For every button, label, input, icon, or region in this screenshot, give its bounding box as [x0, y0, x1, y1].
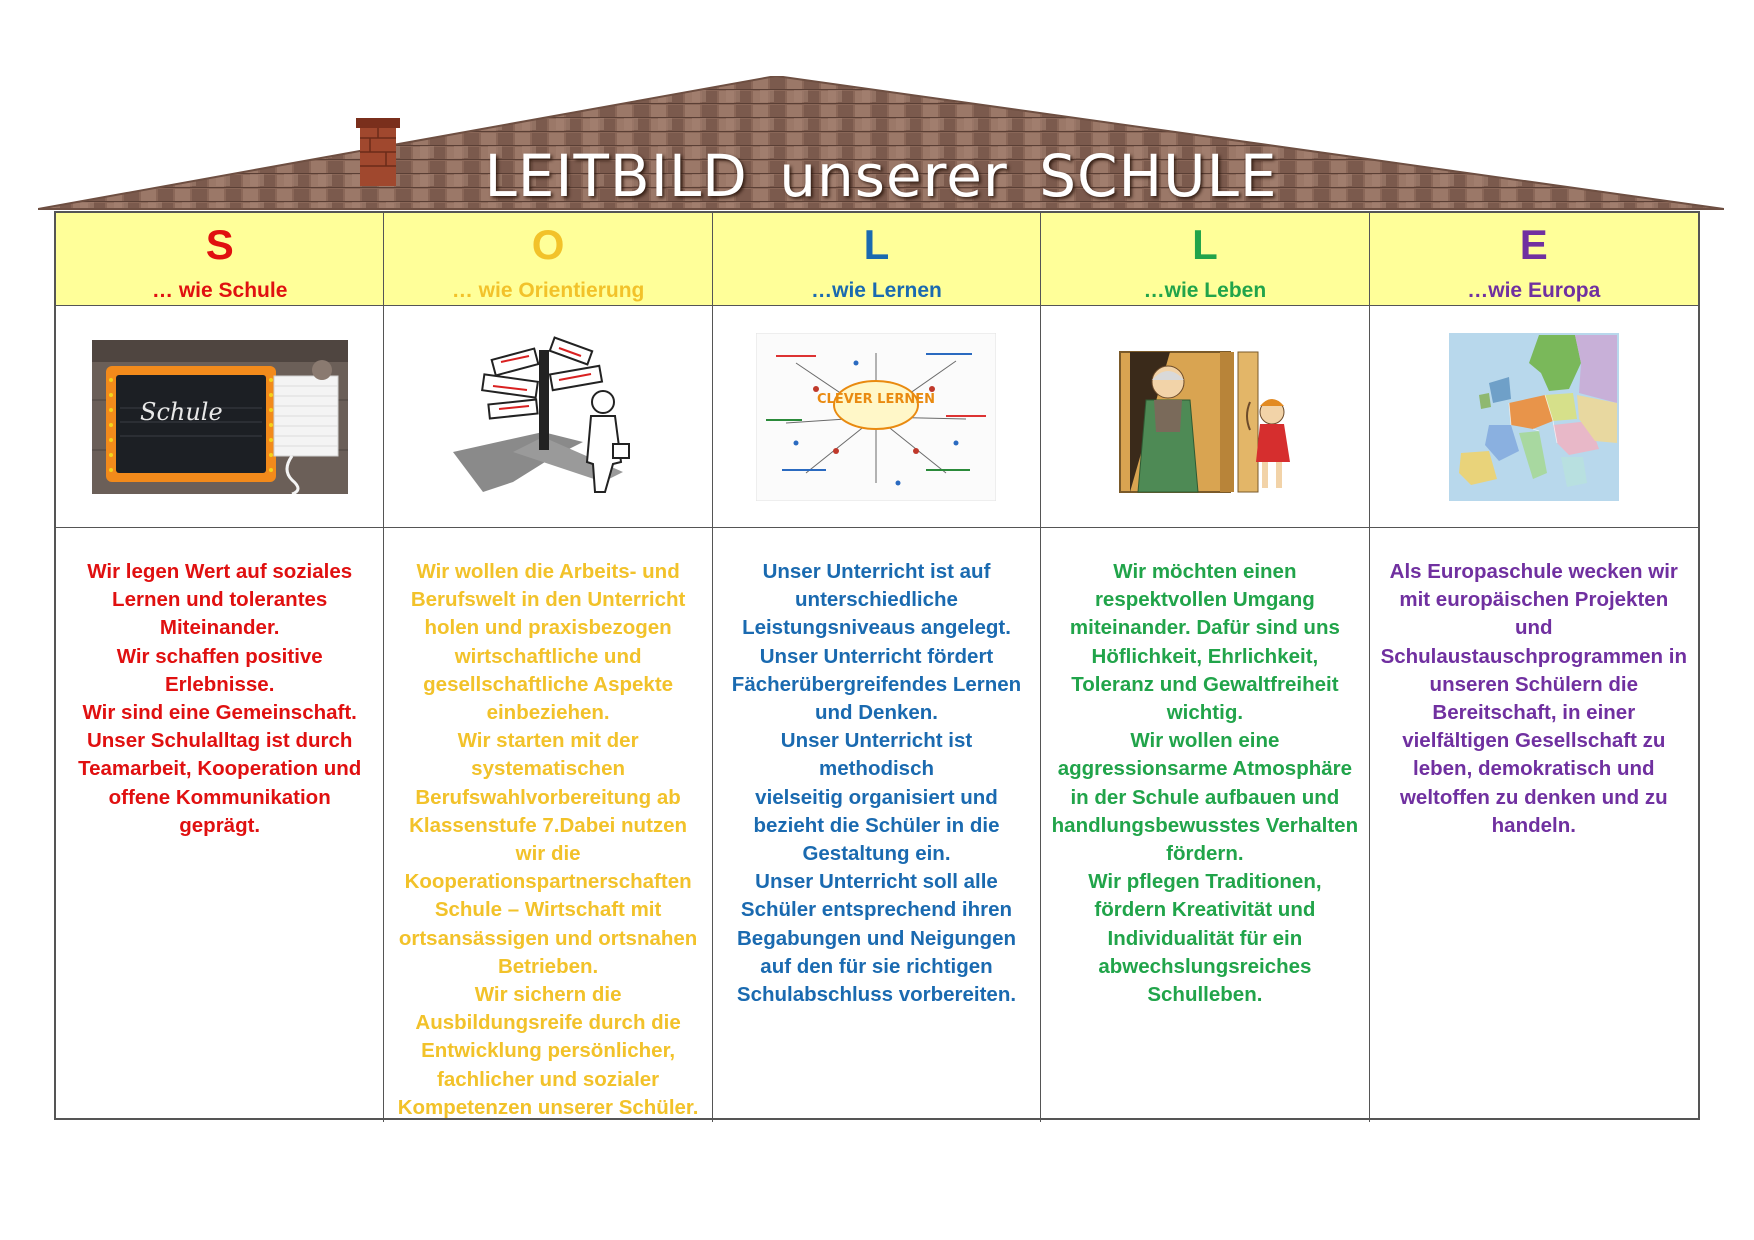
text-line: Bereitschaft, in einer	[1432, 701, 1636, 725]
text-line: abwechslungsreiches	[1098, 954, 1312, 978]
text-line: unseren Schülern die	[1429, 672, 1639, 696]
text-lernen	[713, 528, 1041, 1122]
picture-cell-europa	[1370, 306, 1698, 528]
subtitle-leben: …wie Leben	[1143, 279, 1267, 302]
letter-o: O	[531, 221, 565, 268]
picture-cell-schule	[56, 306, 384, 528]
leitbild-table	[54, 211, 1700, 1120]
text-line: systematischen	[471, 757, 626, 781]
chalk-slate-icon	[92, 340, 348, 494]
header-orientierung	[384, 213, 712, 306]
text-line: Wir starten mit der	[457, 729, 639, 753]
text-line: Berufswahlvorbereitung ab	[415, 785, 681, 809]
text-line: vielseitig organisiert und	[755, 785, 998, 809]
header-leben	[1041, 213, 1369, 306]
letter-e: E	[1519, 221, 1548, 268]
letter-l-leben: L	[1192, 221, 1218, 268]
text-line: auf den für sie richtigen	[760, 954, 993, 978]
text-line: Wir wollen eine	[1130, 729, 1280, 753]
text-line: Schulabschluss vorbereiten.	[736, 983, 1017, 1007]
text-line: fördern Kreativität und	[1094, 898, 1316, 922]
header-europa	[1370, 213, 1698, 306]
text-line: fachlicher und sozialer	[437, 1067, 660, 1091]
text-line: Wir schaffen positive	[116, 644, 323, 668]
text-line: Wir pflegen Traditionen,	[1088, 870, 1322, 894]
text-line: Individualität für ein	[1107, 926, 1303, 950]
letter-s: S	[205, 221, 234, 268]
text-line: Ausbildungsreife durch die	[415, 1011, 681, 1035]
text-line: Entwicklung persönlicher,	[421, 1039, 676, 1063]
text-line: Berufswelt in den Unterricht	[410, 588, 686, 612]
text-line: Schüler entsprechend ihren	[740, 898, 1013, 922]
text-line: unterschiedliche	[795, 588, 958, 612]
text-line: Toleranz und Gewaltfreiheit	[1071, 672, 1339, 696]
roof-banner	[38, 76, 1724, 212]
text-line: Schulaustauschprogrammen in	[1380, 644, 1687, 668]
subtitle-schule: … wie Schule	[152, 279, 288, 302]
text-line: Wir wollen die Arbeits- und	[416, 560, 680, 583]
text-line: wichtig.	[1166, 701, 1244, 725]
letter-l-lernen: L	[863, 221, 890, 268]
text-line: fördern.	[1166, 842, 1244, 866]
text-line: Erlebnisse.	[165, 672, 275, 696]
text-line: Unser Unterricht soll alle	[755, 870, 998, 894]
mindmap-center-label: CLEVER LERNEN	[817, 391, 936, 407]
text-line: Unser Unterricht fördert	[759, 644, 994, 668]
text-schule	[56, 528, 384, 1122]
text-line: Fächerübergreifendes Lernen	[731, 672, 1022, 696]
text-europa	[1370, 528, 1698, 1122]
text-line: respektvollen Umgang	[1094, 588, 1315, 612]
text-line: handeln.	[1491, 813, 1576, 837]
text-line: wirtschaftliche und	[454, 644, 642, 668]
mindmap-icon	[756, 333, 996, 501]
text-line: Höflichkeit, Ehrlichkeit,	[1091, 644, 1319, 668]
signpost-icon	[453, 332, 643, 502]
text-line: aggressionsarme Atmosphäre	[1057, 757, 1353, 781]
subtitle-europa: …wie Europa	[1467, 279, 1601, 302]
text-line: Wir sind eine Gemeinschaft.	[82, 701, 357, 725]
slate-word: Schule	[139, 397, 223, 426]
text-line: miteinander. Dafür sind uns	[1069, 616, 1340, 640]
text-line: Gestaltung ein.	[802, 842, 951, 866]
text-line: Kooperationspartnerschaften	[404, 870, 692, 894]
text-line: Miteinander.	[159, 616, 280, 640]
text-line: gesellschaftliche Aspekte	[423, 672, 674, 696]
header-schule	[56, 213, 384, 306]
text-line: Schulleben.	[1147, 983, 1263, 1007]
text-line: Unser Unterricht ist methodisch	[780, 729, 973, 781]
text-line: Wir sichern die	[474, 983, 622, 1007]
text-line: einbeziehen.	[486, 701, 610, 725]
text-leben	[1041, 528, 1369, 1122]
text-line: Wir möchten einen	[1113, 560, 1297, 583]
picture-cell-orientierung	[384, 306, 712, 528]
text-line: Lernen und tolerantes	[112, 588, 328, 612]
text-line: und Denken.	[814, 701, 938, 725]
text-line: Wir legen Wert auf soziales	[87, 560, 353, 583]
picture-cell-leben	[1041, 306, 1369, 528]
text-line: leben, demokratisch und	[1413, 757, 1655, 781]
text-line: Betrieben.	[497, 954, 599, 978]
text-line: handlungsbewusstes Verhalten	[1051, 813, 1359, 837]
text-line: Leistungsniveaus angelegt.	[742, 616, 1011, 640]
text-line: holen und praxisbezogen	[424, 616, 672, 640]
subtitle-orientierung: … wie Orientierung	[451, 279, 645, 302]
text-line: Unser Schulalltag ist durch	[86, 729, 353, 753]
text-line: ortsansässigen und ortsnahen	[398, 926, 698, 950]
text-line: mit europäischen Projekten	[1399, 588, 1669, 612]
text-line: weltoffen zu denken und zu	[1399, 785, 1668, 809]
text-line: Als Europaschule wecken wir	[1389, 560, 1678, 583]
subtitle-lernen: …wie Lernen	[811, 279, 942, 302]
text-line: offene Kommunikation geprägt.	[108, 785, 331, 837]
text-line: Klassenstufe 7.Dabei nutzen	[409, 813, 688, 837]
text-line: wir die	[515, 842, 581, 866]
text-line: Unser Unterricht ist auf	[762, 560, 991, 583]
text-line: vielfältigen Gesellschaft zu	[1402, 729, 1666, 753]
text-line: in der Schule aufbauen und	[1070, 785, 1340, 809]
text-line: Kompetenzen unserer Schüler.	[397, 1095, 699, 1119]
picture-cell-lernen	[713, 306, 1041, 528]
text-line: Teamarbeit, Kooperation und	[78, 757, 362, 781]
header-lernen	[713, 213, 1041, 306]
text-line: bezieht die Schüler in die	[753, 813, 1000, 837]
page-title: LEITBILD unserer SCHULE	[484, 142, 1278, 210]
text-line: Schule – Wirtschaft mit	[434, 898, 662, 922]
text-line: Begabungen und Neigungen	[736, 926, 1016, 950]
text-line: und	[1515, 616, 1553, 640]
europe-map-icon	[1449, 333, 1619, 501]
text-orientierung	[384, 528, 712, 1122]
door-people-icon	[1110, 332, 1300, 502]
